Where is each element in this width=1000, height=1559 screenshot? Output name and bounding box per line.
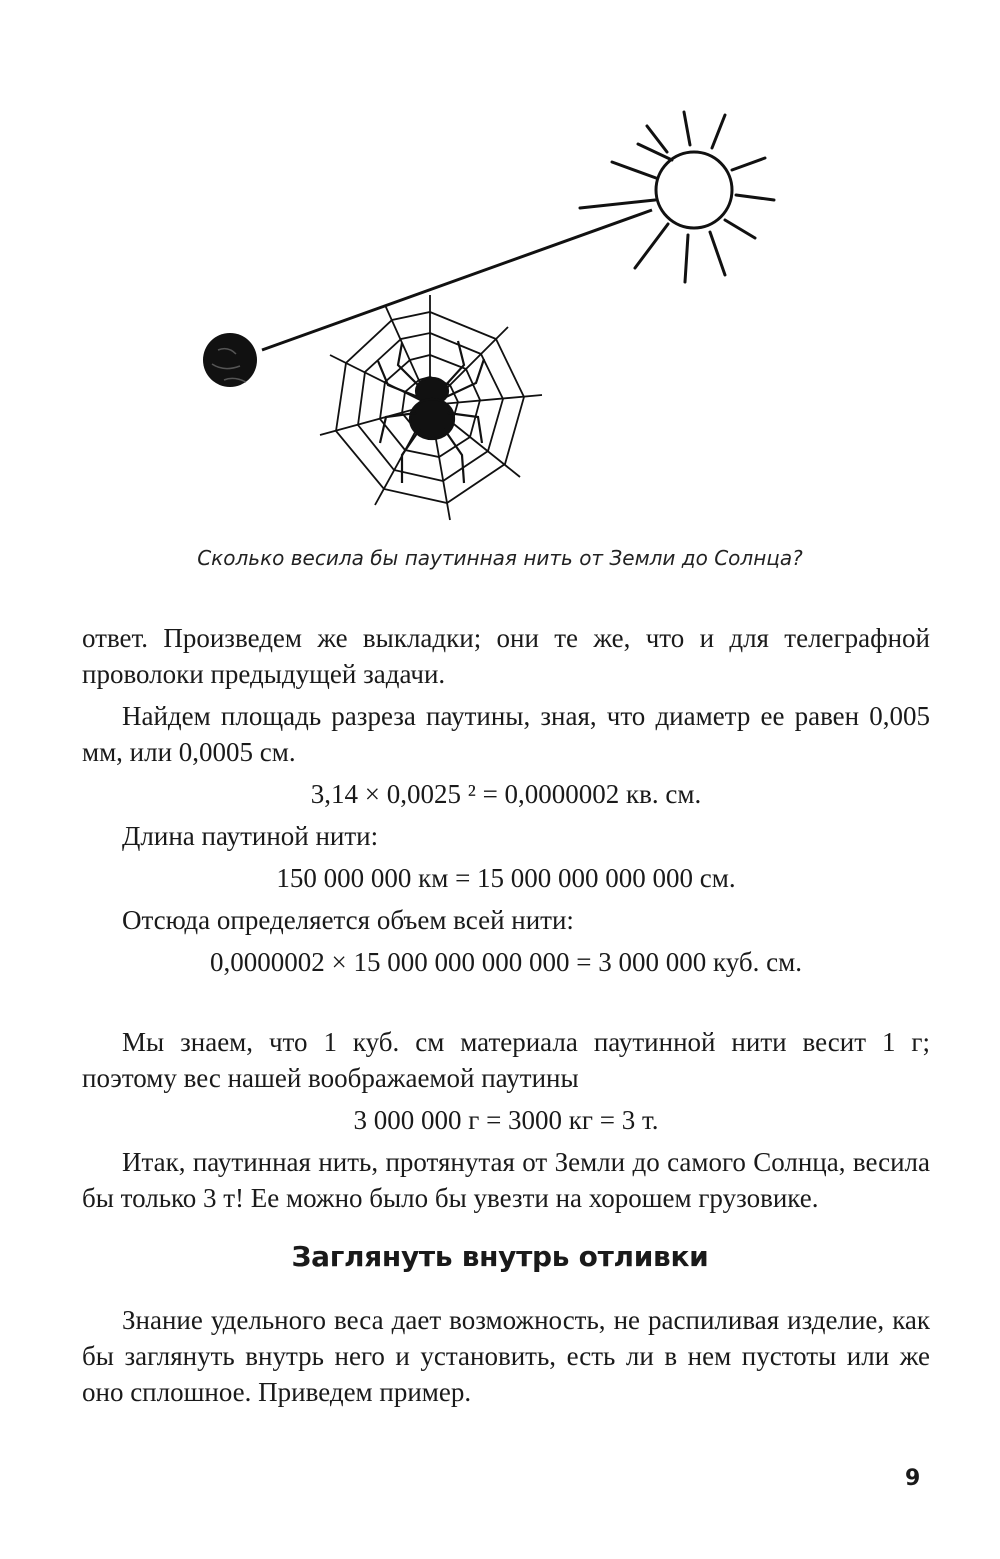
section-text [82,1302,930,1410]
formula: 3 000 000 г = 3000 кг = 3 т. [353,1105,659,1135]
formula: 3,14 × 0,0025 ² = 0,0000002 кв. см. [310,779,702,809]
illustration [180,90,840,550]
spider-icon [378,341,484,483]
paragraph: ответ. Произведем же выкладки; они те же, что и для телеграфной проволоки предыдущей задачи. [82,623,930,689]
formula: 0,0000002 × 15 000 000 000 000 = 3 000 000 куб. см. [210,947,802,977]
paragraph: Отсюда определяется объем всей нити: [122,905,574,935]
sun-icon [580,112,774,282]
earth-icon [203,333,257,387]
paragraph: Мы знаем, что 1 куб. см материала паутинной нити весит 1 г; поэтому вес нашей воображаемой паутины [82,1027,930,1093]
formula: 150 000 000 км = 15 000 000 000 000 см. [276,863,736,893]
paragraph: Найдем площадь разреза паутины, зная, что диаметр ее равен 0,005 мм, или 0,0005 см. [82,701,930,767]
section-heading: Заглянуть внутрь отливки [291,1240,709,1273]
page-number: 9 [905,1466,921,1491]
thread-line [262,210,652,350]
paragraph: Итак, паутинная нить, протянутая от Земли до самого Солнца, весила бы только 3 т! Ее можно было бы увезти на хорошем грузовике. [82,1147,930,1213]
figure-caption: Сколько весила бы паутинная нить от Земли до Солнца? [197,546,803,570]
body-text [82,620,930,1216]
paragraph: Знание удельного веса дает возможность, не распиливая изделие, как бы заглянуть внутрь него и установить, есть ли в нем пустоты или же оно сплошное. Приведем пример. [82,1305,930,1407]
paragraph: Длина паутиной нити: [122,821,379,851]
